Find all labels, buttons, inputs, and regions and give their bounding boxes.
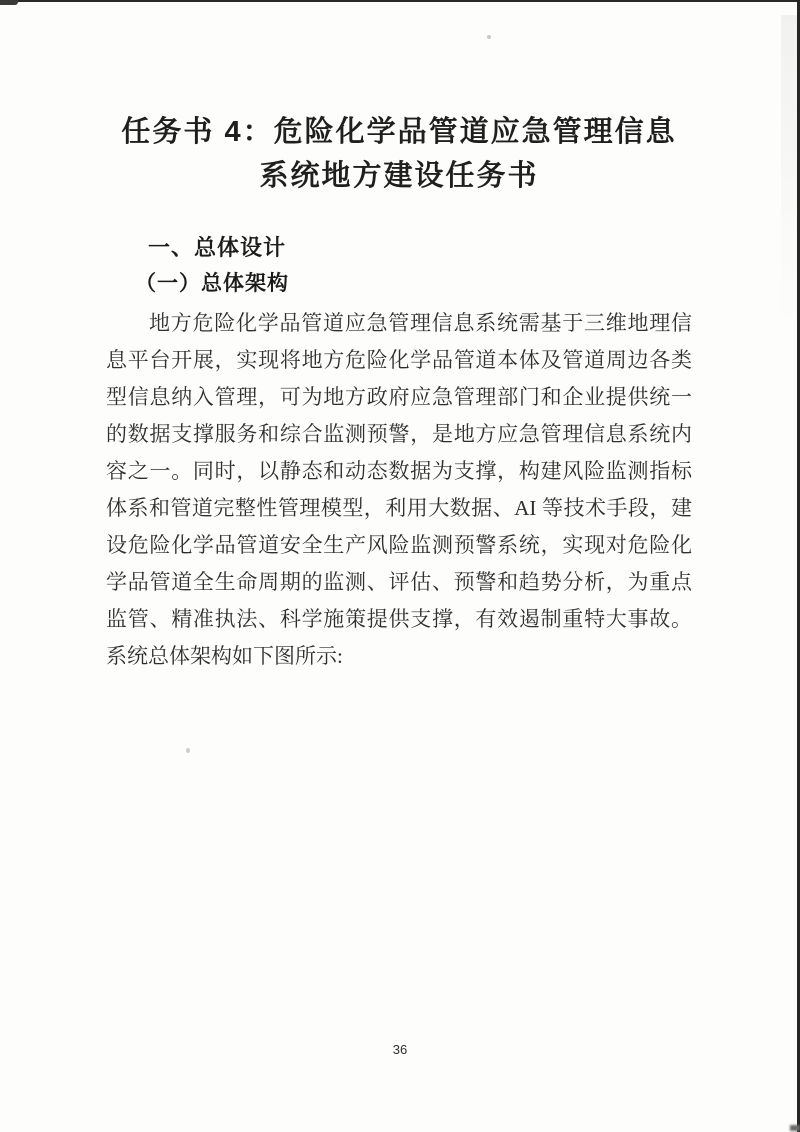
scan-speck bbox=[487, 35, 491, 39]
paragraph-line: 地方危险化学品管道应急管理信息系统需基于三维地理信 bbox=[149, 311, 692, 335]
paragraph-line: 监管、精准执法、科学施策提供支撑，有效遏制重特大事故。 bbox=[106, 607, 692, 631]
scan-corner-top-left bbox=[0, 0, 18, 5]
scan-noise-top-right bbox=[781, 15, 797, 325]
section-heading: 一、总体设计 bbox=[148, 235, 287, 260]
subsection-heading: （一）总体架构 bbox=[135, 271, 289, 295]
paragraph bbox=[106, 305, 692, 675]
paragraph-line: 体系和管道完整性管理模型，利用大数据、AI 等技术手段，建 bbox=[106, 496, 692, 520]
title-line-1: 任务书 4：危险化学品管道应急管理信息 bbox=[121, 116, 677, 148]
page-number: 36 bbox=[392, 1042, 408, 1057]
document-title bbox=[106, 110, 692, 198]
scan-edge-top bbox=[0, 0, 800, 2]
paragraph-line: 容之一。同时，以静态和动态数据为支撑，构建风险监测指标 bbox=[106, 459, 692, 483]
paragraph-line: 息平台开展，实现将地方危险化学品管道本体及管道周边各类 bbox=[106, 348, 692, 372]
paragraph-line: 学品管道全生命周期的监测、评估、预警和趋势分析，为重点 bbox=[106, 570, 692, 594]
scan-speck bbox=[186, 748, 190, 753]
scan-corner-bottom-right bbox=[790, 1125, 800, 1131]
paragraph-line: 系统总体架构如下图所示: bbox=[106, 644, 343, 668]
paragraph-line: 设危险化学品管道安全生产风险监测预警系统，实现对危险化 bbox=[106, 533, 692, 557]
paragraph-line: 型信息纳入管理，可为地方政府应急管理部门和企业提供统一 bbox=[106, 385, 692, 409]
paragraph-line: 的数据支撑服务和综合监测预警，是地方应急管理信息系统内 bbox=[106, 422, 692, 446]
title-line-2: 系统地方建设任务书 bbox=[259, 160, 539, 192]
